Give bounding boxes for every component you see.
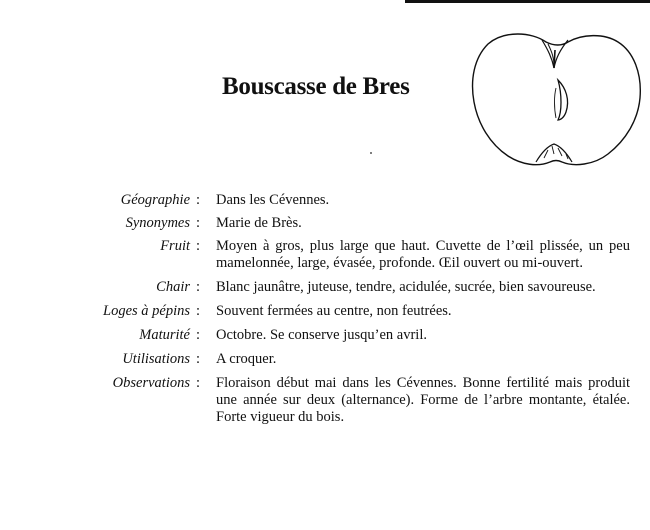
field-value: A croquer. bbox=[216, 351, 277, 367]
field-row-utilisations bbox=[0, 351, 650, 368]
field-separator: : bbox=[196, 303, 201, 319]
field-label: Observations bbox=[112, 375, 190, 391]
field-value: Octobre. Se conserve jusqu’en avril. bbox=[216, 327, 427, 343]
field-label: Géographie bbox=[120, 192, 190, 208]
field-separator: : bbox=[196, 192, 201, 208]
field-value: Moyen à gros, plus large que haut. Cuvette de l’œil plissée, un peu mamelonnée, large, évasée, profonde. Œil ouvert ou mi-ouvert. bbox=[216, 238, 630, 271]
apple-cross-section-icon bbox=[470, 28, 642, 170]
field-row-chair bbox=[0, 279, 650, 296]
field-separator: : bbox=[196, 238, 201, 254]
description-fields bbox=[0, 192, 650, 426]
field-value: Floraison début mai dans les Cévennes. Bonne fertilité mais produit une année sur deux (alternance). Forme de l’arbre montante, étalée. Forte vigueur du bois. bbox=[216, 375, 630, 425]
top-rule bbox=[405, 0, 650, 3]
field-row-loges bbox=[0, 303, 650, 320]
field-separator: : bbox=[196, 215, 201, 231]
field-row-fruit bbox=[0, 238, 650, 272]
field-row-geographie bbox=[0, 192, 650, 209]
field-value: Marie de Brès. bbox=[216, 215, 302, 231]
field-label: Utilisations bbox=[122, 351, 190, 367]
field-label: Maturité bbox=[139, 327, 190, 343]
field-label: Loges à pépins bbox=[103, 303, 190, 319]
print-speck bbox=[370, 152, 372, 154]
field-label: Fruit bbox=[160, 238, 190, 254]
page-title: Bouscasse de Bres bbox=[222, 73, 410, 100]
field-separator: : bbox=[196, 279, 201, 295]
field-separator: : bbox=[196, 375, 201, 391]
field-row-observations bbox=[0, 375, 650, 426]
field-value: Souvent fermées au centre, non feutrées. bbox=[216, 303, 452, 319]
field-value: Blanc jaunâtre, juteuse, tendre, acidulée, sucrée, bien savoureuse. bbox=[216, 279, 596, 295]
field-separator: : bbox=[196, 351, 201, 367]
field-label: Synonymes bbox=[125, 215, 190, 231]
field-row-maturite bbox=[0, 327, 650, 344]
field-value: Dans les Cévennes. bbox=[216, 192, 330, 208]
field-separator: : bbox=[196, 327, 201, 343]
field-row-synonymes bbox=[0, 215, 650, 232]
field-label: Chair bbox=[156, 279, 190, 295]
